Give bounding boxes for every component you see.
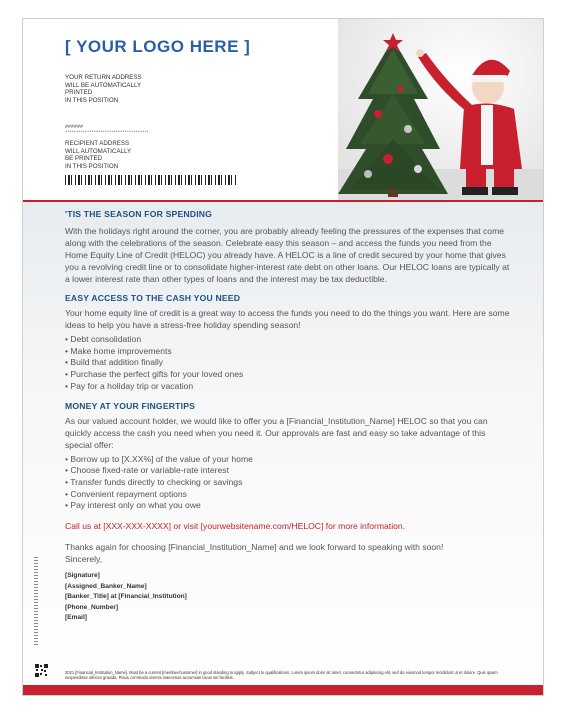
list-item: • Borrow up to [X.XX%] of the value of your home (65, 454, 513, 466)
recipient-address-line: RECIPIENT ADDRESS (65, 140, 130, 147)
recipient-address-line: IN THIS POSITION (65, 162, 119, 170)
section-heading: MONEY AT YOUR FINGERTIPS (65, 400, 196, 411)
side-registration-marks (34, 557, 38, 647)
signature-line: [Signature] (65, 572, 100, 580)
holiday-photo (338, 19, 543, 201)
letter-body (23, 202, 543, 695)
list-item: • Pay for a holiday trip or vacation (65, 381, 513, 393)
section-paragraph: Your home equity line of credit is a great way to access the funds you need to do the things you want. Here are some ideas to help you have a stress-free holiday spending season! (65, 308, 510, 330)
postal-barcode (65, 175, 237, 185)
list-item: • Make home improvements (65, 346, 513, 358)
closing-sincerely: Sincerely, (65, 554, 103, 565)
email: [Email] (65, 614, 87, 622)
postal-star-line: ************************************** (65, 131, 149, 135)
return-address-line: IN THIS POSITION (65, 96, 119, 104)
list-item: • Transfer funds directly to checking or savings (65, 477, 513, 489)
section-heading: 'TIS THE SEASON FOR SPENDING (65, 209, 213, 219)
list-item: • Choose fixed-rate or variable-rate interest (65, 465, 513, 477)
list-item: • Debt consolidation (65, 334, 513, 346)
recipient-address-line: BE PRINTED (65, 155, 103, 162)
ideas-list (65, 334, 513, 393)
phone-number: [Phone_Number] (65, 603, 119, 611)
signature-block (65, 571, 513, 624)
call-to-action: Call us at [XXX-XXX-XXXX] or visit [yourwebsitename.com/HELOC] for more information. (65, 521, 406, 532)
letter-sheet (22, 18, 544, 696)
banker-title: [Banker_Title] at [Financial_Institution] (65, 593, 187, 601)
closing-thanks: Thanks again for choosing [Financial_Institution_Name] and we look forward to speaking with soon! (65, 542, 444, 553)
offer-list (65, 454, 513, 513)
postal-hash-marks: ###### (65, 124, 84, 130)
return-address-line: WILL BE AUTOMATICALLY (65, 81, 142, 89)
qr-code-icon (35, 664, 48, 677)
christmas-tree-child-illustration (338, 19, 543, 201)
letter-content (65, 209, 513, 624)
banker-name: [Assigned_Banker_Name] (65, 582, 147, 590)
list-item: • Build that addition finally (65, 357, 513, 369)
recipient-address (65, 140, 185, 170)
recipient-address-line: WILL AUTOMATICALLY (65, 147, 132, 155)
return-address-line: PRINTED (65, 89, 93, 96)
footer-bar (23, 685, 543, 695)
list-item: • Pay interest only on what you owe (65, 500, 513, 512)
return-address-line: YOUR RETURN ADDRESS (65, 74, 142, 81)
section-heading: EASY ACCESS TO THE CASH YOU NEED (65, 293, 241, 303)
list-item: • Convenient repayment options (65, 489, 513, 501)
disclaimer-text: 2021 [Financial_Institution_Name]. Must be a current [member/customer] in good standing to apply. Subject to qualifications. Lorem ipsum dolor sit amet, consectetur adipiscing elit, sed do eiusmod tempor incididunt ut et dolore. Quis ipsum suspendisse ultrices gravida. Risus commodo viverra maecenas accumsan lacus vel facilisis. (65, 670, 498, 681)
return-address (65, 74, 185, 104)
logo-placeholder: [ YOUR LOGO HERE ] (65, 37, 251, 56)
section-paragraph: As our valued account holder, we would like to offer you a [Financial_Institution_Name] HELOC so that you can quickly access the cash you need when you need it. Our approvals are fast and easy so take advantage of this special offer: (65, 415, 488, 450)
section-paragraph: With the holidays right around the corner, you are probably already feeling the pressures of the expenses that come along with the celebrations of the season. Celebrate easy this season – and access the funds you need from the Home Equity Line of Credit (HELOC) you already have. A HELOC is a line of credit secured by your home that gives you a revolving credit line or to consolidate higher-interest rate debt on other loans. Our HELOC loans are typically at a lower interest rate than other types of loans and the interest may be tax deductible. (65, 226, 510, 284)
letter-header (23, 19, 543, 201)
list-item: • Purchase the perfect gifts for your loved ones (65, 369, 513, 381)
